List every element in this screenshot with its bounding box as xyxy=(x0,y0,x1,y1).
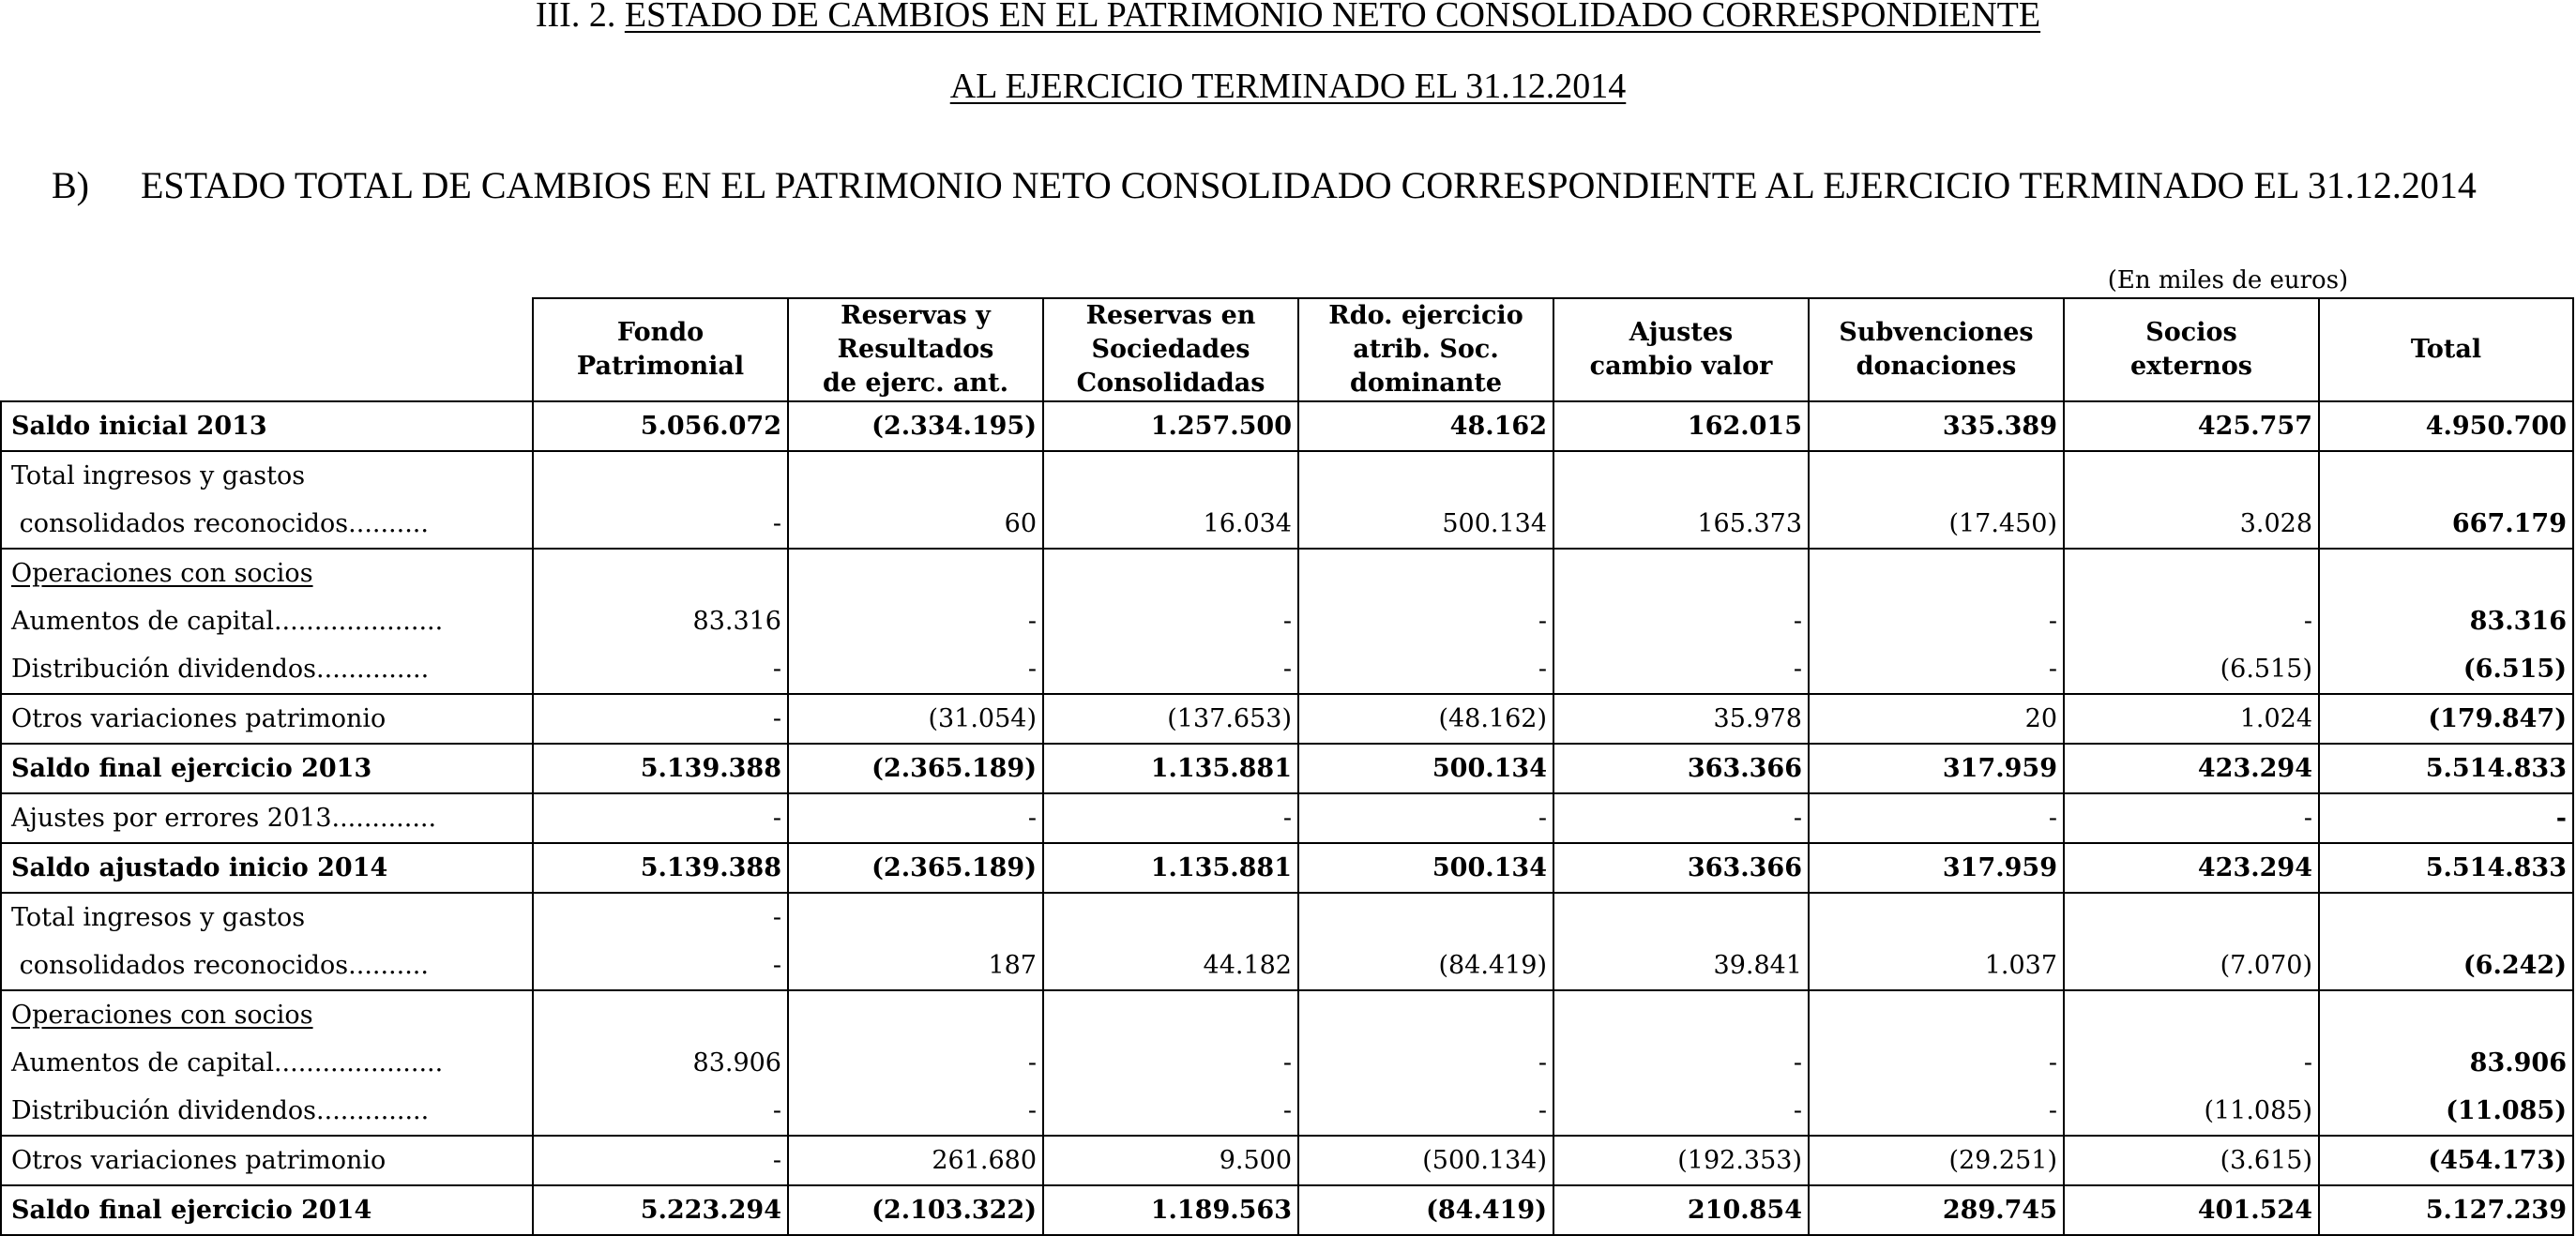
col-header-total: Total xyxy=(2319,298,2573,401)
value-cell: - (6.515) xyxy=(2064,549,2319,694)
value-cell: 187 xyxy=(788,893,1043,990)
value-cell: - - xyxy=(1043,549,1298,694)
row-label-line2: consolidados reconocidos.......... xyxy=(11,951,429,980)
row-ingresos-gastos-2014 xyxy=(1,893,2573,990)
row-saldo-ajustado-2014 xyxy=(1,843,2573,893)
value-cell: (17.450) xyxy=(1809,451,2064,549)
value-cell: 289.745 xyxy=(1809,1185,2064,1235)
value-cell: 60 xyxy=(788,451,1043,549)
row-label xyxy=(1,893,533,990)
col-header-subvenciones: Subvenciones donaciones xyxy=(1809,298,2064,401)
value-cell: - - xyxy=(1553,990,1809,1136)
title-text-line1: ESTADO DE CAMBIOS EN EL PATRIMONIO NETO CONSOLIDADO CORRESPONDIENTE xyxy=(624,0,2041,35)
row-ajustes-errores-2013 xyxy=(1,793,2573,843)
value-cell: 83.906 - xyxy=(533,990,788,1136)
equity-changes-table xyxy=(0,297,2574,1236)
value-cell: 1.135.881 xyxy=(1043,843,1298,893)
value-cell: (48.162) xyxy=(1298,694,1553,744)
value-cell: 162.015 xyxy=(1553,401,1809,451)
title-prefix: III. 2. xyxy=(535,0,616,35)
value-cell: - xyxy=(533,793,788,843)
value-cell: 20 xyxy=(1809,694,2064,744)
value-cell: 317.959 xyxy=(1809,744,2064,793)
value-cell: - xyxy=(533,1136,788,1185)
dividendos-label: Distribución dividendos.............. xyxy=(11,655,430,684)
value-cell: - - xyxy=(788,549,1043,694)
title-text-line2: AL EJERCICIO TERMINADO EL 31.12.2014 xyxy=(949,67,1627,106)
row-label-line2: consolidados reconocidos.......... xyxy=(11,509,429,538)
value-cell: (500.134) xyxy=(1298,1136,1553,1185)
value-cell: 401.524 xyxy=(2064,1185,2319,1235)
value-cell: 1.135.881 xyxy=(1043,744,1298,793)
value-cell: 317.959 xyxy=(1809,843,2064,893)
value-cell: - - xyxy=(1553,549,1809,694)
value-cell: 48.162 xyxy=(1298,401,1553,451)
value-cell: - - xyxy=(1809,990,2064,1136)
value-cell: 261.680 xyxy=(788,1136,1043,1185)
value-cell: 5.139.388 xyxy=(533,744,788,793)
row-otros-variaciones-2013 xyxy=(1,694,2573,744)
value-cell: (137.653) xyxy=(1043,694,1298,744)
row-label xyxy=(1,549,533,694)
value-cell: - (11.085) xyxy=(2064,990,2319,1136)
value-cell: 1.037 xyxy=(1809,893,2064,990)
value-cell: 16.034 xyxy=(1043,451,1298,549)
value-cell: (454.173) xyxy=(2319,1136,2573,1185)
value-cell: - - xyxy=(1043,990,1298,1136)
row-label-line1: Total ingresos y gastos xyxy=(11,461,306,490)
value-cell: - - xyxy=(533,893,788,990)
value-cell: (84.419) xyxy=(1298,1185,1553,1235)
column-header-row xyxy=(1,298,2573,401)
value-cell: 363.366 xyxy=(1553,744,1809,793)
value-cell: 500.134 xyxy=(1298,451,1553,549)
value-cell: - xyxy=(533,451,788,549)
value-cell: - xyxy=(1809,793,2064,843)
value-cell: 363.366 xyxy=(1553,843,1809,893)
value-cell: 5.139.388 xyxy=(533,843,788,893)
row-operaciones-socios-2013 xyxy=(1,549,2573,694)
value-cell: 9.500 xyxy=(1043,1136,1298,1185)
col-header-reservas-resultados: Reservas y Resultados de ejerc. ant. xyxy=(788,298,1043,401)
value-cell: 165.373 xyxy=(1553,451,1809,549)
value-cell: 1.257.500 xyxy=(1043,401,1298,451)
value-cell: 667.179 xyxy=(2319,451,2573,549)
value-cell: 83.316 (6.515) xyxy=(2319,549,2573,694)
value-cell: - xyxy=(1043,793,1298,843)
value-cell: (6.242) xyxy=(2319,893,2573,990)
value-cell: 500.134 xyxy=(1298,744,1553,793)
value-cell: 83.906 (11.085) xyxy=(2319,990,2573,1136)
row-label: Saldo final ejercicio 2013 xyxy=(1,744,533,793)
main-title-line2 xyxy=(0,68,2576,105)
value-cell: 210.854 xyxy=(1553,1185,1809,1235)
col-header-reservas-sociedades: Reservas en Sociedades Consolidadas xyxy=(1043,298,1298,401)
row-label: Otros variaciones patrimonio xyxy=(1,1136,533,1185)
value-cell: - xyxy=(1553,793,1809,843)
value-cell: 425.757 xyxy=(2064,401,2319,451)
row-label-line1: Total ingresos y gastos xyxy=(11,903,306,932)
value-cell: (2.365.189) xyxy=(788,744,1043,793)
col-header-ajustes-cambio-valor: Ajustes cambio valor xyxy=(1553,298,1809,401)
value-cell: (192.353) xyxy=(1553,1136,1809,1185)
value-cell: (7.070) xyxy=(2064,893,2319,990)
section-heading xyxy=(52,163,2477,208)
value-cell: (84.419) xyxy=(1298,893,1553,990)
row-operaciones-socios-2014 xyxy=(1,990,2573,1136)
value-cell: 39.841 xyxy=(1553,893,1809,990)
row-label xyxy=(1,990,533,1136)
operaciones-heading: Operaciones con socios xyxy=(11,1001,313,1030)
value-cell: 5.056.072 xyxy=(533,401,788,451)
units-note: (En miles de euros) xyxy=(2107,266,2349,294)
col-header-fondo-patrimonial: Fondo Patrimonial xyxy=(533,298,788,401)
value-cell: 335.389 xyxy=(1809,401,2064,451)
value-cell: (2.103.322) xyxy=(788,1185,1043,1235)
row-ingresos-gastos-2013 xyxy=(1,451,2573,549)
row-label: Ajustes por errores 2013............. xyxy=(1,793,533,843)
dividendos-label: Distribución dividendos.............. xyxy=(11,1096,430,1125)
section-letter: B) xyxy=(52,164,89,206)
value-cell: (31.054) xyxy=(788,694,1043,744)
header-blank-cell xyxy=(1,298,533,401)
aumentos-label: Aumentos de capital..................... xyxy=(11,1048,444,1078)
value-cell: 1.024 xyxy=(2064,694,2319,744)
value-cell: 83.316 - xyxy=(533,549,788,694)
value-cell: - xyxy=(533,694,788,744)
value-cell: 4.950.700 xyxy=(2319,401,2573,451)
value-cell: 500.134 xyxy=(1298,843,1553,893)
col-header-socios-externos: Socios externos xyxy=(2064,298,2319,401)
value-cell: (2.334.195) xyxy=(788,401,1043,451)
row-saldo-inicial-2013 xyxy=(1,401,2573,451)
section-title: ESTADO TOTAL DE CAMBIOS EN EL PATRIMONIO NETO CONSOLIDADO CORRESPONDIENTE AL EJERCICIO TERMINADO EL 31.12.2014 xyxy=(141,164,2477,206)
value-cell: 3.028 xyxy=(2064,451,2319,549)
value-cell: - - xyxy=(1809,549,2064,694)
value-cell: - xyxy=(2064,793,2319,843)
row-otros-variaciones-2014 xyxy=(1,1136,2573,1185)
value-cell: 5.127.239 xyxy=(2319,1185,2573,1235)
main-title-line1 xyxy=(0,0,2576,34)
row-label: Otros variaciones patrimonio xyxy=(1,694,533,744)
aumentos-label: Aumentos de capital..................... xyxy=(11,607,444,636)
row-label xyxy=(1,451,533,549)
value-cell: - - xyxy=(1298,990,1553,1136)
row-label: Saldo inicial 2013 xyxy=(1,401,533,451)
value-cell: (2.365.189) xyxy=(788,843,1043,893)
value-cell: - - xyxy=(788,990,1043,1136)
row-saldo-final-2014 xyxy=(1,1185,2573,1235)
value-cell: 5.514.833 xyxy=(2319,843,2573,893)
value-cell: 423.294 xyxy=(2064,843,2319,893)
value-cell: (29.251) xyxy=(1809,1136,2064,1185)
value-cell: 44.182 xyxy=(1043,893,1298,990)
operaciones-heading: Operaciones con socios xyxy=(11,559,313,588)
value-cell: (3.615) xyxy=(2064,1136,2319,1185)
value-cell: 1.189.563 xyxy=(1043,1185,1298,1235)
value-cell: 423.294 xyxy=(2064,744,2319,793)
row-label: Saldo ajustado inicio 2014 xyxy=(1,843,533,893)
value-cell: - xyxy=(1298,793,1553,843)
col-header-rdo-ejercicio: Rdo. ejercicio atrib. Soc. dominante xyxy=(1298,298,1553,401)
row-label: Saldo final ejercicio 2014 xyxy=(1,1185,533,1235)
value-cell: - xyxy=(788,793,1043,843)
value-cell: (179.847) xyxy=(2319,694,2573,744)
value-cell: 5.514.833 xyxy=(2319,744,2573,793)
row-saldo-final-2013 xyxy=(1,744,2573,793)
value-cell: - xyxy=(2319,793,2573,843)
value-cell: - - xyxy=(1298,549,1553,694)
value-cell: 5.223.294 xyxy=(533,1185,788,1235)
value-cell: 35.978 xyxy=(1553,694,1809,744)
